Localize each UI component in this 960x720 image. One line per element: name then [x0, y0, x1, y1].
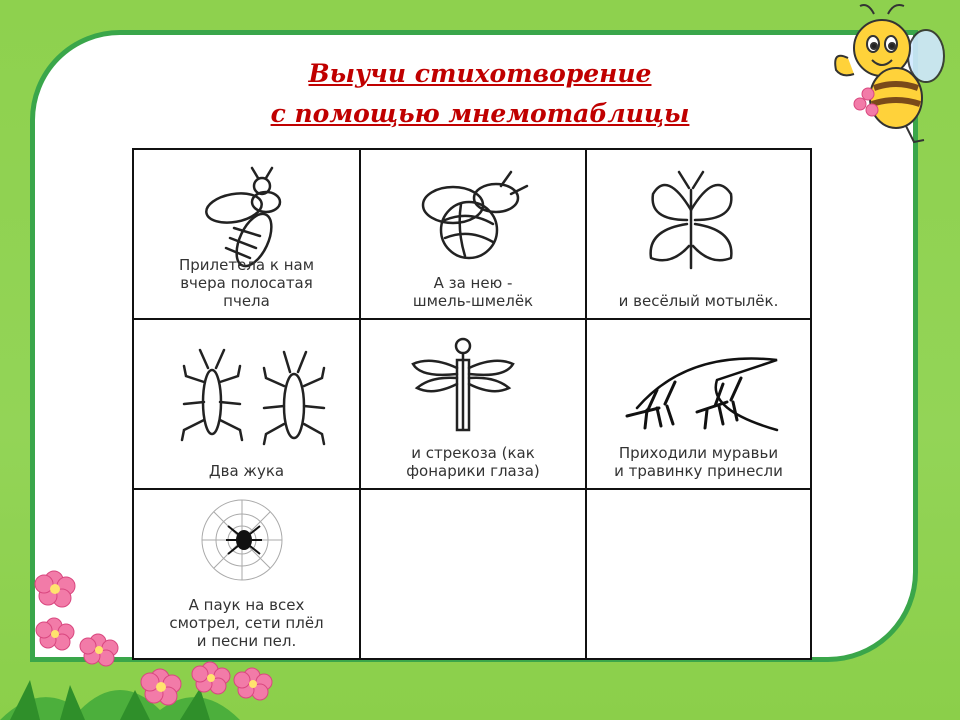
table-cell-ants [587, 320, 810, 490]
table-cell-butterfly [587, 150, 810, 320]
cell-caption: Два жука [208, 462, 285, 480]
cartoon-bee-icon [818, 0, 958, 150]
table-cell-beetles [134, 320, 361, 490]
cell-caption: Прилетела к нам вчера полосатая пчела [178, 256, 315, 310]
table-cell-bee [134, 150, 361, 320]
table-cell-empty-2 [587, 490, 810, 658]
title-line-1: Выучи стихотворение [308, 59, 652, 88]
flowers-icon [0, 560, 300, 720]
cell-caption: Приходили муравьи и травинку принесли [614, 444, 783, 480]
cell-caption: и стрекоза (как фонарики глаза) [406, 444, 540, 480]
cell-caption: А за нею - шмель-шмелёк [412, 274, 534, 310]
title-line-2: с помощью мнемотаблицы [270, 99, 690, 128]
table-cell-bumblebee [361, 150, 587, 320]
cell-caption: А паук на всех смотрел, сети плёл и песни пел. [169, 596, 324, 650]
table-cell-empty-1 [361, 490, 587, 658]
page-title [180, 54, 780, 134]
table-cell-dragonfly [361, 320, 587, 490]
cell-caption: и весёлый мотылёк. [618, 292, 779, 310]
